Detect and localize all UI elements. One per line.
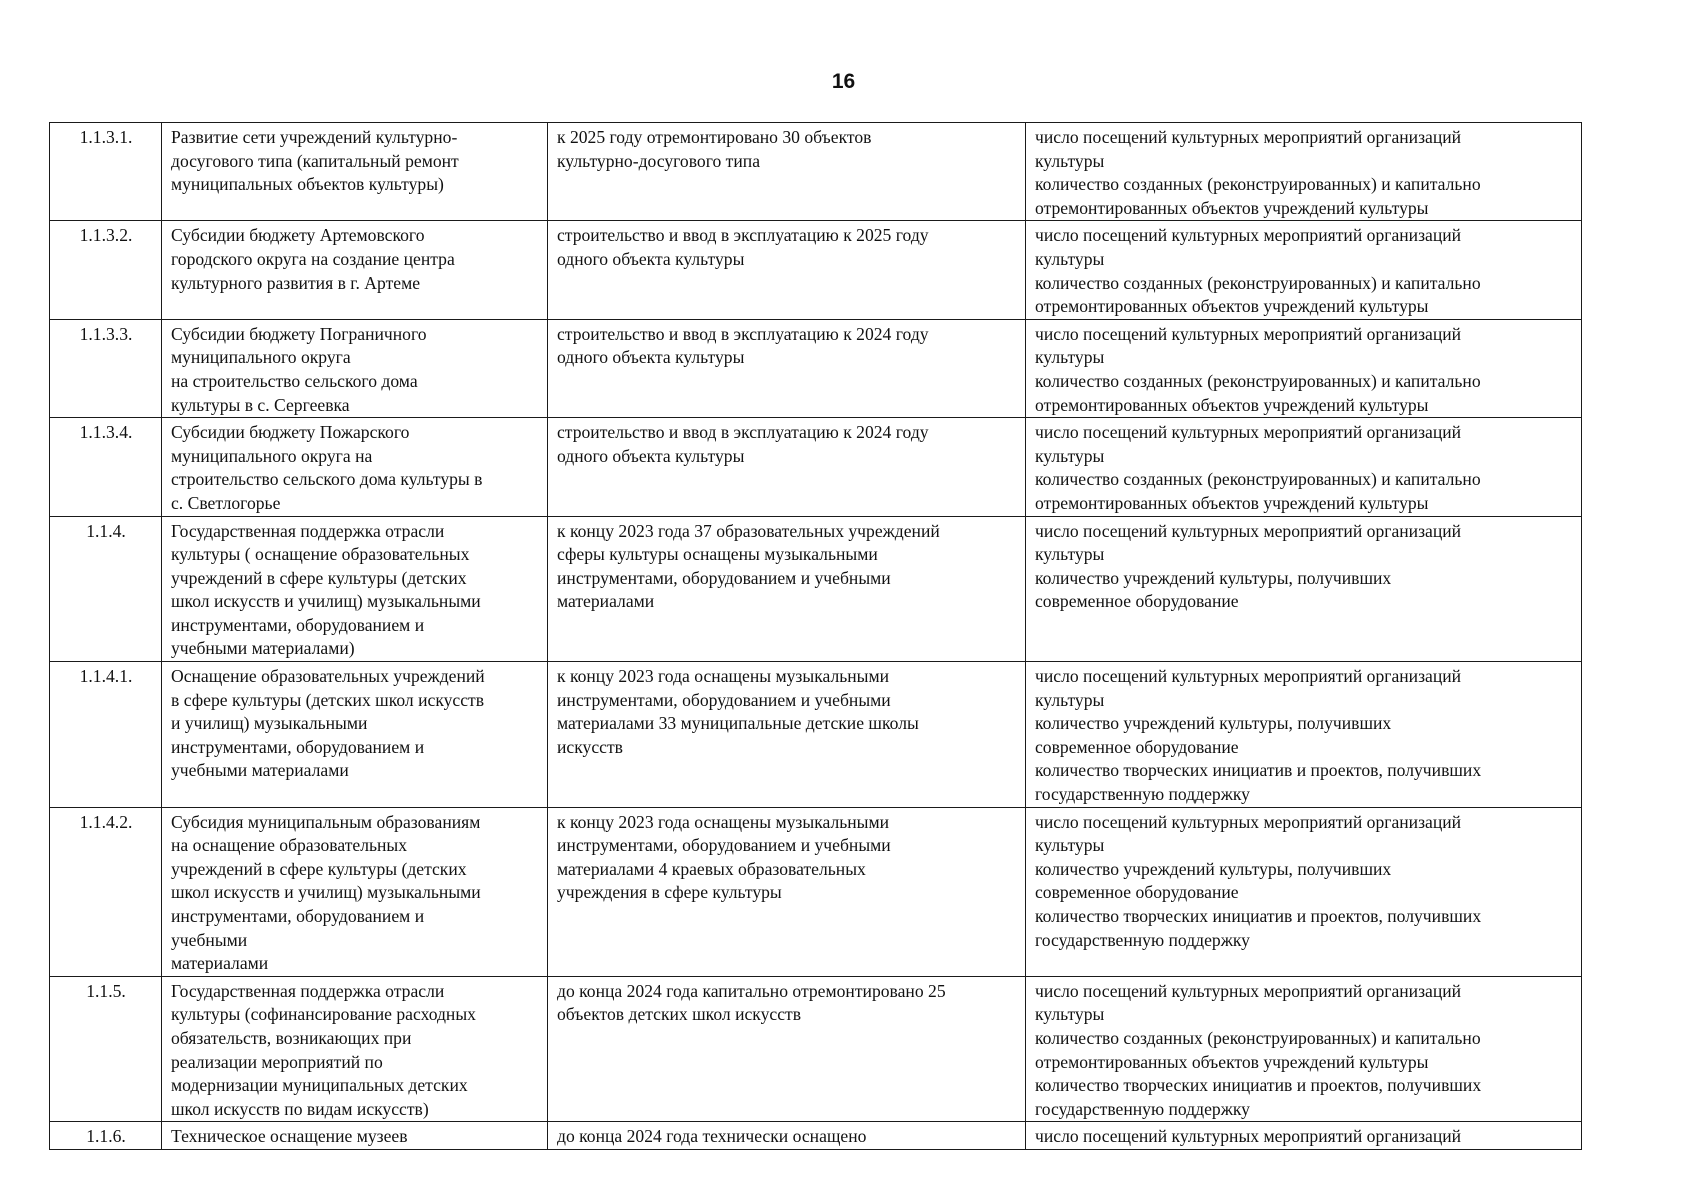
indicators-cell: [1026, 1122, 1582, 1150]
cell-line: на строительство сельского дома: [171, 370, 418, 391]
result-cell: [548, 319, 1026, 417]
cell-line: Субсидии бюджету Пожарского: [171, 422, 410, 443]
row-number-cell: [50, 807, 162, 976]
cell-line: инструментами, оборудованием и: [171, 906, 425, 926]
cell-line: государственную поддержку: [1035, 929, 1250, 950]
cell-line: муниципального округа на: [171, 445, 373, 466]
cell-line: строительство сельского дома культуры в: [171, 469, 483, 490]
cell-line: отремонтированных объектов учреждений культуры: [1035, 492, 1429, 513]
table-row: [50, 976, 1582, 1122]
cell-line: число посещений культурных мероприятий организаций: [1035, 1126, 1462, 1147]
cell-line: Развитие сети учреждений культурно-: [171, 127, 458, 147]
cell-line: искусств: [557, 736, 623, 757]
cell-line: обязательств, возникающих при: [171, 1027, 412, 1048]
cell-line: количество учреждений культуры, получивших: [1035, 858, 1392, 879]
row-number: 1.1.4.: [86, 520, 126, 541]
cell-line: строительство и ввод в эксплуатацию к 2024 году: [557, 323, 929, 344]
cell-line: Государственная поддержка отрасли: [171, 520, 445, 541]
cell-line: количество созданных (реконструированных) и капитально: [1035, 174, 1481, 195]
cell-line: инструментами, оборудованием и учебными: [557, 835, 891, 856]
measure-name-cell: [162, 418, 548, 516]
row-number-cell: [50, 123, 162, 221]
result-cell: [548, 418, 1026, 516]
cell-line: культуры ( оснащение образовательных: [171, 544, 470, 565]
cell-line: к концу 2023 года 37 образовательных учреждений: [557, 520, 940, 541]
cell-line: инструментами, оборудованием и: [171, 614, 425, 635]
cell-line: в сфере культуры (детских школ искусств: [171, 689, 485, 710]
cell-line: число посещений культурных мероприятий организаций: [1035, 811, 1462, 832]
cell-line: материалами 33 муниципальные детские школы: [557, 713, 919, 734]
measure-name-cell: [162, 516, 548, 662]
cell-line: количество творческих инициатив и проектов, получивших: [1035, 760, 1482, 781]
cell-line: отремонтированных объектов учреждений культуры: [1035, 197, 1429, 218]
cell-line: к концу 2023 года оснащены музыкальными: [557, 811, 890, 832]
cell-line: к концу 2023 года оснащены музыкальными: [557, 666, 890, 687]
cell-line: школ искусств и училищ) музыкальными: [171, 882, 481, 903]
cell-line: муниципального округа: [171, 347, 351, 368]
table-row: [50, 1122, 1582, 1150]
cell-line: Субсидии бюджету Артемовского: [171, 225, 425, 246]
row-number: 1.1.3.3.: [79, 323, 133, 344]
row-number-cell: [50, 1122, 162, 1150]
table-row: [50, 807, 1582, 976]
cell-line: инструментами, оборудованием и учебными: [557, 689, 891, 710]
page-number: 16: [831, 70, 856, 93]
cell-line: культуры: [1035, 445, 1105, 466]
cell-line: и училищ) музыкальными: [171, 713, 368, 734]
result-cell: [548, 807, 1026, 976]
cell-line: количество учреждений культуры, получивших: [1035, 567, 1392, 588]
cell-line: до конца 2024 года технически оснащено: [557, 1126, 867, 1147]
cell-line: городского округа на создание центра: [171, 248, 455, 269]
cell-line: одного объекта культуры: [557, 347, 745, 368]
result-cell: [548, 516, 1026, 662]
cell-line: Техническое оснащение музеев: [171, 1126, 408, 1147]
table-body: [50, 123, 1582, 1150]
cell-line: школ искусств по видам искусств): [171, 1098, 429, 1119]
cell-line: число посещений культурных мероприятий организаций: [1035, 323, 1462, 344]
measures-table: [49, 122, 1582, 1150]
cell-line: культуры в с. Сергеевка: [171, 394, 350, 415]
cell-line: государственную поддержку: [1035, 1098, 1250, 1119]
cell-line: Государственная поддержка отрасли: [171, 980, 445, 1001]
cell-line: отремонтированных объектов учреждений культуры: [1035, 394, 1429, 415]
cell-line: число посещений культурных мероприятий организаций: [1035, 520, 1462, 541]
cell-line: культуры: [1035, 248, 1105, 269]
indicators-cell: [1026, 807, 1582, 976]
measure-name-cell: [162, 319, 548, 417]
table-row: [50, 516, 1582, 662]
cell-line: количество творческих инициатив и проектов, получивших: [1035, 906, 1482, 926]
cell-line: культуры: [1035, 1004, 1105, 1025]
row-number: 1.1.5.: [86, 980, 126, 1001]
cell-line: культурного развития в г. Артеме: [171, 272, 421, 293]
table-row: [50, 123, 1582, 221]
cell-line: Субсидия муниципальным образованиям: [171, 811, 481, 832]
cell-line: объектов детских школ искусств: [557, 1004, 802, 1025]
cell-line: учреждения в сфере культуры: [557, 882, 782, 903]
cell-line: инструментами, оборудованием и учебными: [557, 567, 891, 588]
cell-line: учебными материалами): [171, 638, 355, 659]
row-number-cell: [50, 418, 162, 516]
cell-line: количество творческих инициатив и проектов, получивших: [1035, 1075, 1482, 1096]
cell-line: количество созданных (реконструированных) и капитально: [1035, 272, 1481, 293]
row-number-cell: [50, 516, 162, 662]
cell-line: учреждений в сфере культуры (детских: [171, 858, 467, 879]
cell-line: культуры: [1035, 347, 1105, 368]
row-number-cell: [50, 221, 162, 319]
table-row: [50, 662, 1582, 808]
cell-line: количество созданных (реконструированных) и капитально: [1035, 1027, 1481, 1048]
cell-line: культурно-досугового типа: [557, 150, 760, 171]
row-number: 1.1.4.2.: [79, 811, 133, 832]
measure-name-cell: [162, 221, 548, 319]
cell-line: культуры: [1035, 150, 1105, 171]
cell-line: культуры: [1035, 544, 1105, 565]
row-number: 1.1.4.1.: [79, 666, 133, 687]
cell-line: культуры: [1035, 689, 1105, 710]
row-number: 1.1.6.: [86, 1126, 126, 1147]
cell-line: одного объекта культуры: [557, 445, 745, 466]
indicators-cell: [1026, 418, 1582, 516]
cell-line: Субсидии бюджету Пограничного: [171, 323, 427, 344]
table-row: [50, 221, 1582, 319]
cell-line: муниципальных объектов культуры): [171, 174, 444, 195]
cell-line: к 2025 году отремонтировано 30 объектов: [557, 127, 872, 147]
cell-line: число посещений культурных мероприятий организаций: [1035, 666, 1462, 687]
indicators-cell: [1026, 976, 1582, 1122]
row-number: 1.1.3.2.: [79, 225, 133, 246]
cell-line: количество учреждений культуры, получивших: [1035, 713, 1392, 734]
cell-line: строительство и ввод в эксплуатацию к 2025 году: [557, 225, 929, 246]
cell-line: современное оборудование: [1035, 591, 1239, 612]
cell-line: школ искусств и училищ) музыкальными: [171, 591, 481, 612]
cell-line: современное оборудование: [1035, 736, 1239, 757]
cell-line: культуры: [1035, 835, 1105, 856]
cell-line: строительство и ввод в эксплуатацию к 2024 году: [557, 422, 929, 443]
cell-line: досугового типа (капитальный ремонт: [171, 150, 459, 171]
result-cell: [548, 976, 1026, 1122]
measure-name-cell: [162, 1122, 548, 1150]
result-cell: [548, 662, 1026, 808]
cell-line: отремонтированных объектов учреждений культуры: [1035, 296, 1429, 317]
table-row: [50, 319, 1582, 417]
measure-name-cell: [162, 976, 548, 1122]
cell-line: отремонтированных объектов учреждений культуры: [1035, 1051, 1429, 1072]
cell-line: реализации мероприятий по: [171, 1051, 383, 1072]
result-cell: [548, 1122, 1026, 1150]
cell-line: государственную поддержку: [1035, 784, 1250, 805]
cell-line: количество созданных (реконструированных) и капитально: [1035, 370, 1481, 391]
cell-line: сферы культуры оснащены музыкальными: [557, 544, 878, 565]
table-row: [50, 418, 1582, 516]
indicators-cell: [1026, 662, 1582, 808]
cell-line: учебными: [171, 929, 248, 950]
measure-name-cell: [162, 807, 548, 976]
indicators-cell: [1026, 319, 1582, 417]
cell-line: материалами: [557, 591, 655, 612]
row-number: 1.1.3.1.: [79, 127, 133, 147]
result-cell: [548, 123, 1026, 221]
cell-line: число посещений культурных мероприятий организаций: [1035, 422, 1462, 443]
cell-line: количество созданных (реконструированных) и капитально: [1035, 469, 1481, 490]
cell-line: модернизации муниципальных детских: [171, 1075, 468, 1096]
cell-line: учебными материалами: [171, 760, 349, 781]
indicators-cell: [1026, 221, 1582, 319]
cell-line: одного объекта культуры: [557, 248, 745, 269]
cell-line: число посещений культурных мероприятий организаций: [1035, 127, 1462, 147]
measure-name-cell: [162, 662, 548, 808]
cell-line: культуры (софинансирование расходных: [171, 1004, 476, 1025]
cell-line: с. Светлогорье: [171, 492, 281, 513]
cell-line: число посещений культурных мероприятий организаций: [1035, 980, 1462, 1001]
cell-line: число посещений культурных мероприятий организаций: [1035, 225, 1462, 246]
row-number-cell: [50, 319, 162, 417]
cell-line: материалами 4 краевых образовательных: [557, 858, 866, 879]
measure-name-cell: [162, 123, 548, 221]
cell-line: учреждений в сфере культуры (детских: [171, 567, 467, 588]
row-number: 1.1.3.4.: [79, 422, 133, 443]
cell-line: современное оборудование: [1035, 882, 1239, 903]
result-cell: [548, 221, 1026, 319]
indicators-cell: [1026, 123, 1582, 221]
cell-line: Оснащение образовательных учреждений: [171, 666, 485, 687]
row-number-cell: [50, 662, 162, 808]
row-number-cell: [50, 976, 162, 1122]
cell-line: на оснащение образовательных: [171, 835, 408, 856]
cell-line: материалами: [171, 953, 269, 974]
cell-line: до конца 2024 года капитально отремонтировано 25: [557, 980, 946, 1001]
cell-line: инструментами, оборудованием и: [171, 736, 425, 757]
indicators-cell: [1026, 516, 1582, 662]
